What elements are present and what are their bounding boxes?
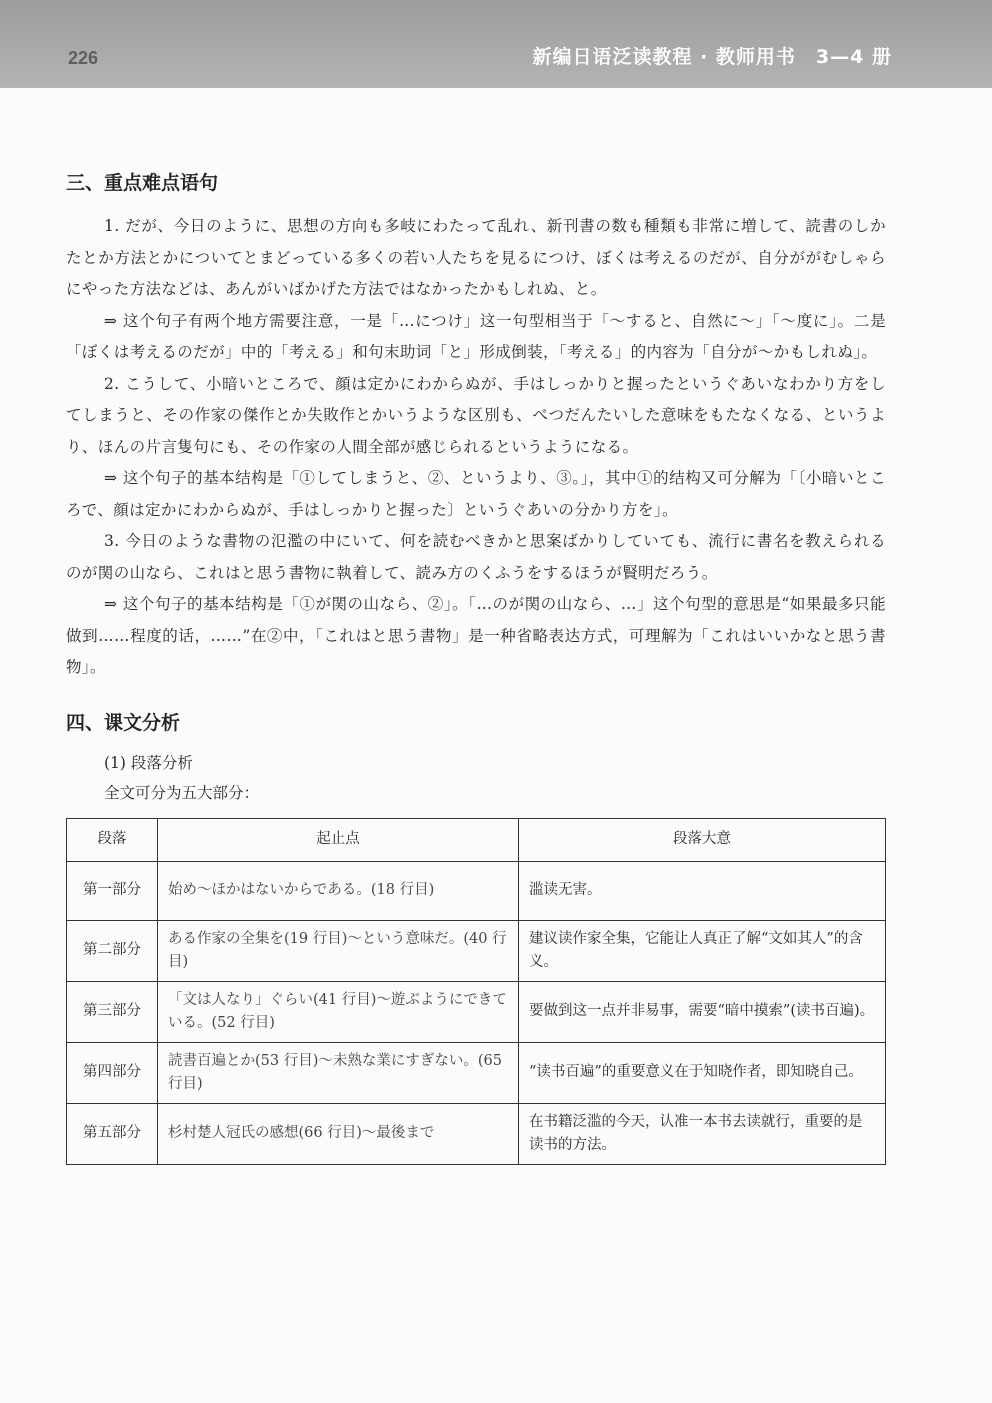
table-cell-range: ある作家の全集を(19 行目)～という意味だ。(40 行目) <box>158 920 519 981</box>
explanation-3: ⇒ 这个句子的基本结构是「①が関の山なら、②」。「…のが関の山なら、…」这个句型的意思是“如果最多只能做到……程度的话，……”在②中，「これはと思う書物」是一种省略表达方式，可理解为「これはいいかなと思う書物」。 <box>66 595 886 676</box>
sub-heading: (1) 段落分析 <box>104 753 193 772</box>
table-cell-range: 杉村楚人冠氏の感想(66 行目)～最後まで <box>158 1103 519 1164</box>
table-cell-range: 読書百遍とか(53 行目)～未熟な業にすぎない。(65 行目) <box>158 1042 519 1103</box>
table-cell-part: 第二部分 <box>67 920 158 981</box>
table-cell-summary: 建议读作家全集，它能让人真正了解“文如其人”的含义。 <box>519 920 886 981</box>
table-intro: 全文可分为五大部分： <box>104 783 260 802</box>
table-cell-range: 始め～ほかはないからである。(18 行目) <box>158 861 519 920</box>
column-header: 段落 <box>67 818 158 861</box>
explanation-2: ⇒ 这个句子的基本结构是「①してしまうと、②、というより、③。」，其中①的结构又可分解为「〔小暗いところで、顔は定かにわからぬが、手はしっかりと握った〕というぐあいの分かり方を」。 <box>66 469 886 519</box>
table-cell-range: 「文は人なり」ぐらい(41 行目)～遊ぶようにできている。(52 行目) <box>158 981 519 1042</box>
table-cell-part: 第一部分 <box>67 861 158 920</box>
table-cell-part: 第三部分 <box>67 981 158 1042</box>
sentence-3: 3. 今日のような書物の氾濫の中にいて、何を読むべきかと思案ばかりしていても、流行に書名を教えられるのが関の山なら、これはと思う書物に執着して、読み方のくふうをするほうが賢明だろう。 <box>66 532 886 582</box>
table-row <box>67 1103 886 1164</box>
table-header-row <box>67 818 886 861</box>
explanation-1: ⇒ 这个句子有两个地方需要注意，一是「…につけ」这一句型相当于「～すると、自然に～」「～度に」。二是「ぼくは考えるのだが」中的「考える」和句末助词「と」形成倒装，「考える」的内容为「自分が～かもしれぬ」。 <box>66 311 886 361</box>
section-heading-4: 四、课文分析 <box>66 711 181 734</box>
sentence-1: 1. だが、今日のように、思想の方向も多岐にわたって乱れ、新刊書の数も種類も非常に増して、読書のしかたとか方法とかについてとまどっている多くの若い人たちを見るにつけ、ぼくは考えるのだが、自分ががむしゃらにやった方法などは、あんがいばかげた方法ではなかったかもしれぬ、と。 <box>66 217 886 298</box>
paragraph-analysis-table <box>66 818 886 1165</box>
sentence-2: 2. こうして、小暗いところで、顔は定かにわからぬが、手はしっかりと握ったというぐあいなわかり方をしてしまうと、その作家の傑作とか失敗作とかいうような区別も、べつだんたいした意味をもたなくなる、というより、ほんの片言隻句にも、その作家の人間全部が感じられるというようになる。 <box>66 374 886 456</box>
page-header <box>0 0 992 88</box>
table-row <box>67 920 886 981</box>
section-heading-3: 三、重点难点语句 <box>66 172 219 194</box>
column-header: 段落大意 <box>519 818 886 861</box>
page-number: 226 <box>68 48 99 68</box>
page-content <box>66 168 886 1165</box>
table-row <box>67 1042 886 1103</box>
table-cell-part: 第五部分 <box>67 1103 158 1164</box>
running-head: 新编日语泛读教程 · 教师用书 3—4 册 <box>532 46 892 68</box>
table-row <box>67 861 886 920</box>
column-header: 起止点 <box>158 818 519 861</box>
table-cell-summary: 在书籍泛滥的今天，认准一本书去读就行，重要的是读书的方法。 <box>519 1103 886 1164</box>
table-row <box>67 981 886 1042</box>
table-cell-summary: 滥读无害。 <box>519 861 886 920</box>
table-cell-part: 第四部分 <box>67 1042 158 1103</box>
table-cell-summary: 要做到这一点并非易事，需要“暗中摸索”(读书百遍)。 <box>519 981 886 1042</box>
table-cell-summary: “读书百遍”的重要意义在于知晓作者，即知晓自己。 <box>519 1042 886 1103</box>
